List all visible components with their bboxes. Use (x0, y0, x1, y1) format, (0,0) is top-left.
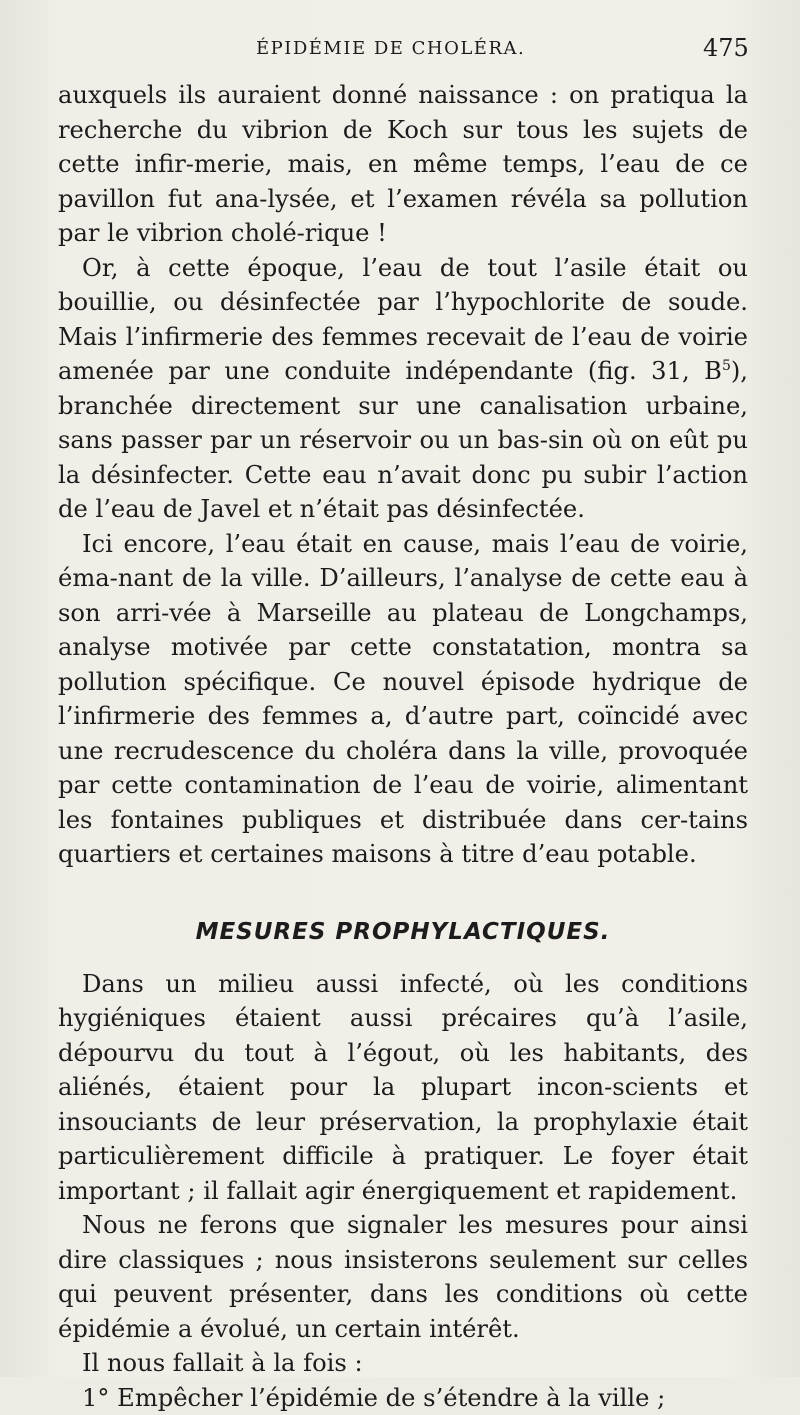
section-heading: MESURES PROPHYLACTIQUES. (58, 917, 748, 947)
paragraph-5: Nous ne ferons que signaler les mesures pour ainsi dire classiques ; nous insisterons seulement sur celles qui peuvent présenter, dans les conditions où cette épidémie a évolué, un certain intérêt. (58, 1208, 748, 1346)
body-text (58, 78, 748, 1415)
paragraph-7: 1° Empêcher l’épidémie de s’étendre à la ville ; (58, 1381, 748, 1415)
figure-reference-superscript: 5 (722, 358, 731, 374)
paragraph-3: Ici encore, l’eau était en cause, mais l’eau de voirie, éma-nant de la ville. D’ailleurs, l’analyse de cette eau à son arri-vée à Marseille au plateau de Longchamps, analyse motivée par cette constatation, montra sa pollution spécifique. Ce nouvel épisode hydrique de l’infirmerie des femmes a, d’autre part, coïncidé avec une recrudescence du choléra dans la ville, provoquée par cette contamination de l’eau de voirie, alimentant les fontaines publiques et distribuée dans cer-tains quartiers et certaines maisons à titre d’eau potable. (58, 527, 748, 872)
paragraph-2 (58, 251, 748, 527)
running-title: ÉPIDÉMIE DE CHOLÉRA. (256, 38, 525, 59)
page-number: 475 (703, 34, 749, 62)
paragraph-1: auxquels ils auraient donné naissance : on pratiqua la recherche du vibrion de Koch sur tous les sujets de cette infir-merie, mais, en même temps, l’eau de ce pavillon fut ana-lysée, et l’examen révéla sa pollution par le vibrion cholé-rique ! (58, 78, 748, 251)
paragraph-6: Il nous fallait à la fois : (58, 1346, 748, 1381)
paragraph-2-text-b: ), branchée directement sur une canalisation urbaine, sans passer par un réservoir ou un bas-sin où on eût pu la désinfecter. Cette eau n’avait donc pu subir l’action de l’eau de Javel et n’était pas désinfectée. (58, 357, 748, 523)
paragraph-2-text-a: Or, à cette époque, l’eau de tout l’asile était ou bouillie, ou désinfectée par l’hypochlorite de soude. Mais l’infirmerie des femmes recevait de l’eau de voirie amenée par une conduite indépendante (fig. 31, B (58, 254, 748, 386)
running-head (0, 34, 800, 74)
paragraph-4: Dans un milieu aussi infecté, où les conditions hygiéniques étaient aussi précaires qu’à l’asile, dépourvu du tout à l’égout, où les habitants, des aliénés, étaient pour la plupart incon-scients et insouciants de leur préservation, la prophylaxie était particulièrement difficile à pratiquer. Le foyer était important ; il fallait agir énergiquement et rapidement. (58, 967, 748, 1209)
